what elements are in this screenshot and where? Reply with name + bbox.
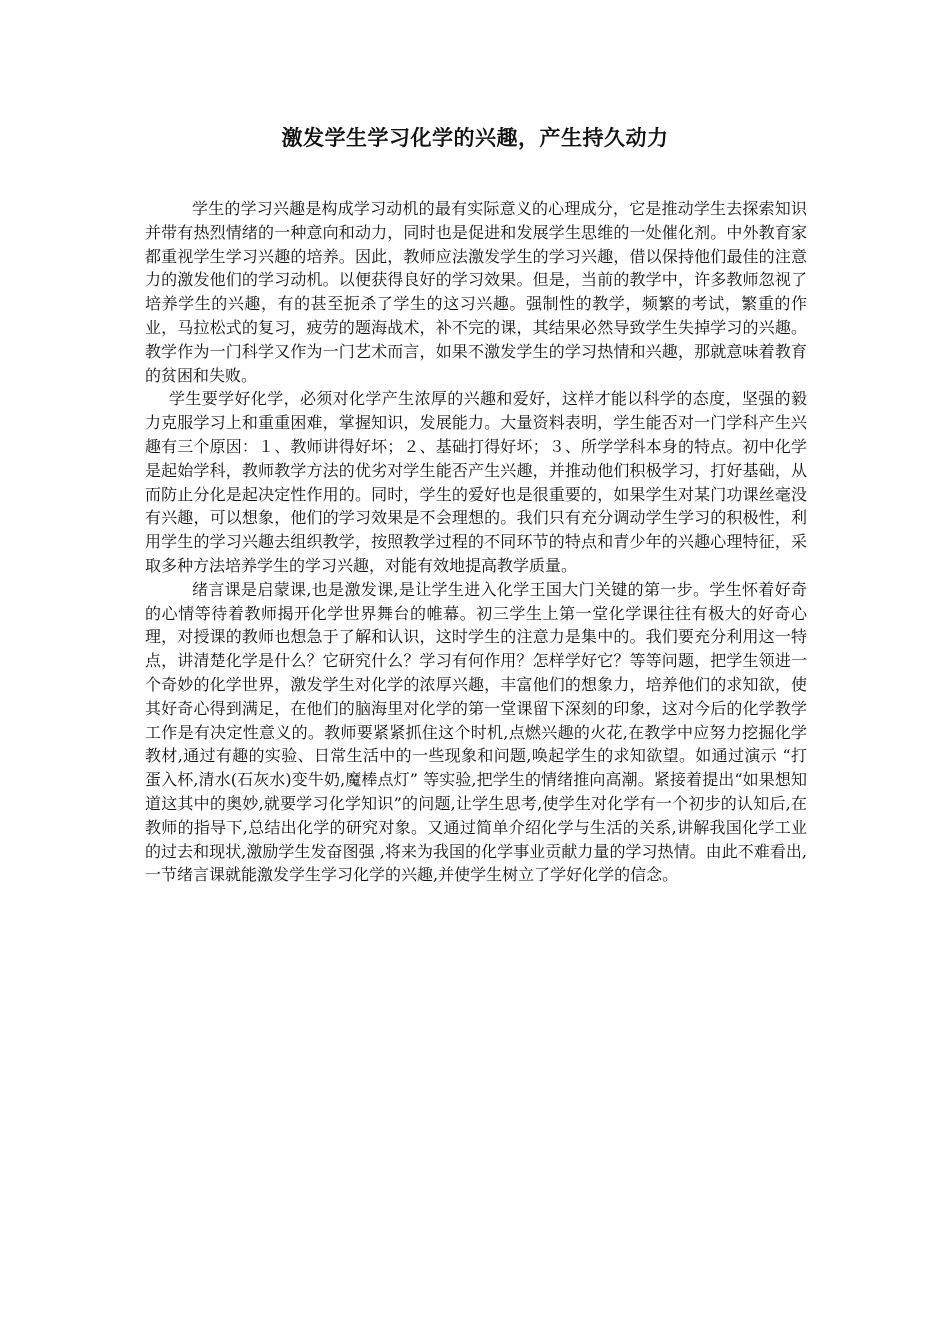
paragraph-3: 绪言课是启蒙课,也是激发课,是让学生进入化学王国大门关键的第一步。学生怀着好奇的心情等待着教师揭开化学世界舞台的帷幕。初三学生上第一堂化学课往往有极大的好奇心理，对授课的教师也想急于了解和认识，这时学生的注意力是集中的。我们要充分利用这一特点，讲清楚化学是什么？它研究什么？学习有何作用？怎样学好它？等等问题，把学生领进一个奇妙的化学世界，激发学生对化学的浓厚兴趣，丰富他们的想象力，培养他们的求知欲，使其好奇心得到满足，在他们的脑海里对化学的第一堂课留下深刻的印象，这对今后的化学教学工作是有决定性意义的。教师要紧紧抓住这个时机,点燃兴趣的火花,在教学中应努力挖掘化学教材,通过有趣的实验、日常生活中的一些现象和问题,唤起学生的求知欲望。如通过演示 “打蛋入杯,清水(石灰水)变牛奶,魔棒点灯” 等实验,把学生的情绪推向高潮。紧接着提出“如果想知道这其中的奥妙,就要学习化学知识”的问题,让学生思考,使学生对化学有一个初步的认知后,在教师的指导下,总结出化学的研究对象。又通过简单介绍化学与生活的关系,讲解我国化学工业的过去和现状,激励学生发奋图强 ,将来为我国的化学事业贡献力量的学习热情。由此不难看出,一节绪言课就能激发学生学习化学的兴趣,并使学生树立了学好化学的信念。: [145, 579, 807, 885]
document-body: [145, 197, 807, 887]
paragraph-1: 学生的学习兴趣是构成学习动机的最有实际意义的心理成分，它是推动学生去探索知识并带有热烈情绪的一种意向和动力，同时也是促进和发展学生思维的一处催化剂。中外教育家都重视学生学习兴趣的培养。因此，教师应法激发学生的学习兴趣，借以保持他们最佳的注意力的激发他们的学习动机。以便获得良好的学习效果。但是，当前的教学中，许多教师忽视了培养学生的兴趣，有的甚至扼杀了学生的这习兴趣。强制性的教学，频繁的考试，繁重的作业，马拉松式的复习，疲劳的题海战术，补不完的课，其结果必然导致学生失掉学习的兴趣。教学作为一门科学又作为一门艺术而言，如果不激发学生的学习热情和兴趣，那就意味着教育的贫困和失败。: [145, 199, 807, 385]
document-title: 激发学生学习化学的兴趣，产生持久动力: [281, 125, 669, 150]
paragraph-2: 学生要学好化学，必须对化学产生浓厚的兴趣和爱好，这样才能以科学的态度，坚强的毅力克服学习上和重重困难，掌握知识，发展能力。大量资料表明，学生能否对一门学科产生兴趣有三个原因：１、教师讲得好坏；２、基础打得好坏；３、所学学科本身的特点。初中化学是起始学科，教师教学方法的优劣对学生能否产生兴趣，并推动他们积极学习，打好基础，从而防止分化是起决定性作用的。同时，学生的爱好也是很重要的，如果学生对某门功课丝毫没有兴趣，可以想象，他们的学习效果是不会理想的。我们只有充分调动学生学习的积极性，利用学生的学习兴趣去组织教学，按照教学过程的不同环节的特点和青少年的兴趣心理特征，采取多种方法培养学生的学习兴趣，对能有效地提高教学质量。: [145, 389, 807, 575]
